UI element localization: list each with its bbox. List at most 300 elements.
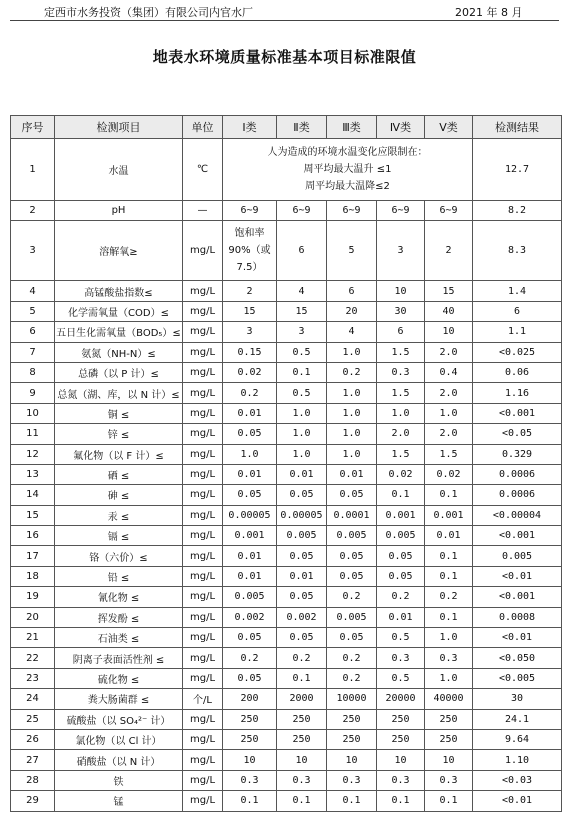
class-3-limit: 1.0 xyxy=(327,342,377,362)
class-1-limit: 0.00005 xyxy=(223,505,277,525)
class-2-limit: 250 xyxy=(277,729,327,749)
class-1-limit: 3 xyxy=(223,322,277,342)
unit-cell: 个/L xyxy=(183,689,223,709)
unit-cell: mg/L xyxy=(183,648,223,668)
limit-note-line: 周平均最大温降≤2 xyxy=(305,181,390,192)
class-2-limit: 0.005 xyxy=(277,526,327,546)
class-2-limit: 0.01 xyxy=(277,566,327,586)
unit-cell: ℃ xyxy=(183,139,223,201)
table-row xyxy=(11,301,562,321)
class-1-limit: 6~9 xyxy=(223,201,277,221)
class-3-limit: 6 xyxy=(327,281,377,301)
class-1-limit: 0.05 xyxy=(223,628,277,648)
table-row xyxy=(11,383,562,403)
row-number: 15 xyxy=(11,505,55,525)
class-5-limit: 0.1 xyxy=(425,546,473,566)
test-item: 水温 xyxy=(55,139,183,201)
class-4-limit: 10 xyxy=(377,750,425,770)
class-5-limit: 2.0 xyxy=(425,342,473,362)
unit-cell: mg/L xyxy=(183,322,223,342)
class-4-limit: 0.5 xyxy=(377,668,425,688)
table-row xyxy=(11,139,562,201)
unit-cell: mg/L xyxy=(183,770,223,790)
class-4-limit: 0.3 xyxy=(377,362,425,382)
table-row xyxy=(11,628,562,648)
test-item: 氯化物（以 Cl 计） xyxy=(55,729,183,749)
class-3-limit: 20 xyxy=(327,301,377,321)
test-result: 1.4 xyxy=(473,281,562,301)
row-number: 5 xyxy=(11,301,55,321)
unit-cell: mg/L xyxy=(183,221,223,281)
test-item: 砷 ≤ xyxy=(55,485,183,505)
column-header: 检测项目 xyxy=(55,116,183,139)
class-1-limit: 0.1 xyxy=(223,791,277,811)
test-result: <0.01 xyxy=(473,566,562,586)
class-5-limit: 0.1 xyxy=(425,566,473,586)
class-5-limit: 10 xyxy=(425,750,473,770)
row-number: 18 xyxy=(11,566,55,586)
test-result: <0.00004 xyxy=(473,505,562,525)
row-number: 6 xyxy=(11,322,55,342)
table-row xyxy=(11,281,562,301)
class-2-limit: 6 xyxy=(277,221,327,281)
class-5-limit: 0.1 xyxy=(425,607,473,627)
test-item: 硫化物 ≤ xyxy=(55,668,183,688)
merged-limit-cell xyxy=(223,139,473,201)
row-number: 4 xyxy=(11,281,55,301)
row-number: 13 xyxy=(11,464,55,484)
table-row xyxy=(11,770,562,790)
page-title: 地表水环境质量标准基本项目标准限值 xyxy=(152,48,417,66)
test-item: pH xyxy=(55,201,183,221)
header-divider xyxy=(10,20,559,21)
organization-name: 定西市水务投资（集团）有限公司内官水厂 xyxy=(44,6,253,19)
class-1-limit: 0.001 xyxy=(223,526,277,546)
class-2-limit: 0.002 xyxy=(277,607,327,627)
class-3-limit: 1.0 xyxy=(327,403,377,423)
class-5-limit: 2 xyxy=(425,221,473,281)
class-4-limit: 1.5 xyxy=(377,444,425,464)
row-number: 25 xyxy=(11,709,55,729)
class-1-limit: 15 xyxy=(223,301,277,321)
class-3-limit: 250 xyxy=(327,729,377,749)
column-header: 序号 xyxy=(11,116,55,139)
class-4-limit: 0.1 xyxy=(377,791,425,811)
unit-cell: mg/L xyxy=(183,526,223,546)
class-2-limit: 1.0 xyxy=(277,424,327,444)
class-1-limit: 0.2 xyxy=(223,383,277,403)
test-item: 硝酸盐（以 N 计） xyxy=(55,750,183,770)
unit-cell: mg/L xyxy=(183,383,223,403)
test-result: 8.2 xyxy=(473,201,562,221)
test-item: 氨氮（NH-N）≤ xyxy=(55,342,183,362)
class-1-limit: 0.3 xyxy=(223,770,277,790)
row-number: 11 xyxy=(11,424,55,444)
class-5-limit: 1.5 xyxy=(425,444,473,464)
test-result: 1.10 xyxy=(473,750,562,770)
row-number: 21 xyxy=(11,628,55,648)
table-row xyxy=(11,648,562,668)
table-row xyxy=(11,505,562,525)
test-item: 硫酸盐（以 SO₄²⁻ 计） xyxy=(55,709,183,729)
class-4-limit: 20000 xyxy=(377,689,425,709)
class-2-limit: 0.5 xyxy=(277,383,327,403)
class-2-limit: 4 xyxy=(277,281,327,301)
test-result: <0.001 xyxy=(473,403,562,423)
class-5-limit: 1.0 xyxy=(425,403,473,423)
test-item: 粪大肠菌群 ≤ xyxy=(55,689,183,709)
page-header xyxy=(0,4,569,20)
class-4-limit: 6 xyxy=(377,322,425,342)
class-1-limit: 0.05 xyxy=(223,424,277,444)
unit-cell: mg/L xyxy=(183,587,223,607)
unit-cell: mg/L xyxy=(183,566,223,586)
class-1-limit: 0.002 xyxy=(223,607,277,627)
table-row xyxy=(11,791,562,811)
class-1-limit: 0.005 xyxy=(223,587,277,607)
class-3-limit: 0.2 xyxy=(327,362,377,382)
unit-cell: mg/L xyxy=(183,342,223,362)
row-number: 24 xyxy=(11,689,55,709)
test-item: 铅 ≤ xyxy=(55,566,183,586)
table-row xyxy=(11,668,562,688)
limit-note-line: 周平均最大温升 ≤1 xyxy=(303,164,392,175)
test-item: 五日生化需氧量（BOD₅）≤ xyxy=(55,322,183,342)
class-1-limit: 0.01 xyxy=(223,566,277,586)
test-item: 氟化物（以 F 计）≤ xyxy=(55,444,183,464)
test-result: 0.005 xyxy=(473,546,562,566)
class-1-limit: 10 xyxy=(223,750,277,770)
class-4-limit: 0.05 xyxy=(377,546,425,566)
class-3-limit: 10 xyxy=(327,750,377,770)
class-2-limit: 3 xyxy=(277,322,327,342)
unit-cell: mg/L xyxy=(183,403,223,423)
class-4-limit: 1.5 xyxy=(377,383,425,403)
test-result: 9.64 xyxy=(473,729,562,749)
table-row xyxy=(11,566,562,586)
row-number: 9 xyxy=(11,383,55,403)
table-body xyxy=(11,139,562,812)
class-2-limit: 0.05 xyxy=(277,546,327,566)
class-4-limit: 3 xyxy=(377,221,425,281)
class-1-limit: 饱和率90%（或7.5） xyxy=(223,221,277,281)
class-1-limit: 250 xyxy=(223,729,277,749)
test-item: 挥发酚 ≤ xyxy=(55,607,183,627)
class-5-limit: 0.01 xyxy=(425,526,473,546)
row-number: 23 xyxy=(11,668,55,688)
class-4-limit: 250 xyxy=(377,709,425,729)
table-row xyxy=(11,221,562,281)
class-4-limit: 0.2 xyxy=(377,587,425,607)
class-3-limit: 6~9 xyxy=(327,201,377,221)
table-row xyxy=(11,362,562,382)
class-4-limit: 0.05 xyxy=(377,566,425,586)
class-3-limit: 250 xyxy=(327,709,377,729)
test-result: 0.0006 xyxy=(473,485,562,505)
class-1-limit: 0.02 xyxy=(223,362,277,382)
test-result: 6 xyxy=(473,301,562,321)
unit-cell: mg/L xyxy=(183,546,223,566)
class-2-limit: 1.0 xyxy=(277,403,327,423)
class-4-limit: 250 xyxy=(377,729,425,749)
class-3-limit: 0.3 xyxy=(327,770,377,790)
table-row xyxy=(11,403,562,423)
class-5-limit: 0.1 xyxy=(425,791,473,811)
unit-cell: mg/L xyxy=(183,444,223,464)
test-result: 0.06 xyxy=(473,362,562,382)
class-2-limit: 0.2 xyxy=(277,648,327,668)
test-result: <0.025 xyxy=(473,342,562,362)
test-result: 8.3 xyxy=(473,221,562,281)
row-number: 27 xyxy=(11,750,55,770)
test-result: <0.005 xyxy=(473,668,562,688)
test-item: 锌 ≤ xyxy=(55,424,183,444)
table-row xyxy=(11,526,562,546)
table-row xyxy=(11,689,562,709)
class-3-limit: 0.2 xyxy=(327,648,377,668)
table-row xyxy=(11,444,562,464)
test-result: <0.050 xyxy=(473,648,562,668)
test-result: 0.0008 xyxy=(473,607,562,627)
table-row xyxy=(11,709,562,729)
test-item: 总磷（以 P 计）≤ xyxy=(55,362,183,382)
class-2-limit: 0.5 xyxy=(277,342,327,362)
unit-cell: mg/L xyxy=(183,301,223,321)
test-result: <0.05 xyxy=(473,424,562,444)
test-item: 硒 ≤ xyxy=(55,464,183,484)
class-5-limit: 10 xyxy=(425,322,473,342)
class-5-limit: 1.0 xyxy=(425,628,473,648)
class-1-limit: 0.2 xyxy=(223,648,277,668)
table-row xyxy=(11,424,562,444)
column-header: Ⅴ类 xyxy=(425,116,473,139)
table-row xyxy=(11,201,562,221)
row-number: 16 xyxy=(11,526,55,546)
class-3-limit: 0.005 xyxy=(327,526,377,546)
class-2-limit: 0.1 xyxy=(277,791,327,811)
class-3-limit: 0.05 xyxy=(327,546,377,566)
class-4-limit: 0.02 xyxy=(377,464,425,484)
class-1-limit: 0.01 xyxy=(223,546,277,566)
table-row xyxy=(11,322,562,342)
class-5-limit: 0.2 xyxy=(425,587,473,607)
row-number: 14 xyxy=(11,485,55,505)
class-2-limit: 6~9 xyxy=(277,201,327,221)
class-4-limit: 0.005 xyxy=(377,526,425,546)
column-header: Ⅰ类 xyxy=(223,116,277,139)
class-2-limit: 0.1 xyxy=(277,362,327,382)
unit-cell: mg/L xyxy=(183,281,223,301)
class-5-limit: 40000 xyxy=(425,689,473,709)
test-result: <0.01 xyxy=(473,628,562,648)
unit-cell: mg/L xyxy=(183,607,223,627)
class-4-limit: 0.5 xyxy=(377,628,425,648)
test-item: 阴离子表面活性剂 ≤ xyxy=(55,648,183,668)
test-result: <0.01 xyxy=(473,791,562,811)
row-number: 10 xyxy=(11,403,55,423)
row-number: 7 xyxy=(11,342,55,362)
class-3-limit: 0.2 xyxy=(327,668,377,688)
unit-cell: mg/L xyxy=(183,709,223,729)
test-item: 溶解氧≥ xyxy=(55,221,183,281)
row-number: 8 xyxy=(11,362,55,382)
class-4-limit: 0.1 xyxy=(377,485,425,505)
class-4-limit: 30 xyxy=(377,301,425,321)
unit-cell: mg/L xyxy=(183,628,223,648)
test-result: 12.7 xyxy=(473,139,562,201)
test-result: 30 xyxy=(473,689,562,709)
test-item: 铬（六价）≤ xyxy=(55,546,183,566)
class-5-limit: 0.3 xyxy=(425,648,473,668)
class-2-limit: 10 xyxy=(277,750,327,770)
class-2-limit: 0.05 xyxy=(277,587,327,607)
row-number: 17 xyxy=(11,546,55,566)
column-header: Ⅱ类 xyxy=(277,116,327,139)
class-3-limit: 0.2 xyxy=(327,587,377,607)
unit-cell: mg/L xyxy=(183,362,223,382)
class-5-limit: 6~9 xyxy=(425,201,473,221)
class-5-limit: 1.0 xyxy=(425,668,473,688)
row-number: 1 xyxy=(11,139,55,201)
unit-cell: mg/L xyxy=(183,485,223,505)
row-number: 20 xyxy=(11,607,55,627)
class-5-limit: 0.001 xyxy=(425,505,473,525)
unit-cell: mg/L xyxy=(183,729,223,749)
test-result: <0.03 xyxy=(473,770,562,790)
test-item: 镉 ≤ xyxy=(55,526,183,546)
unit-cell: mg/L xyxy=(183,750,223,770)
class-1-limit: 0.01 xyxy=(223,464,277,484)
class-4-limit: 0.01 xyxy=(377,607,425,627)
class-1-limit: 0.05 xyxy=(223,485,277,505)
table-row xyxy=(11,342,562,362)
table-row xyxy=(11,546,562,566)
class-4-limit: 1.0 xyxy=(377,403,425,423)
class-2-limit: 15 xyxy=(277,301,327,321)
table-row xyxy=(11,750,562,770)
class-4-limit: 2.0 xyxy=(377,424,425,444)
test-result: 24.1 xyxy=(473,709,562,729)
test-item: 氰化物 ≤ xyxy=(55,587,183,607)
class-5-limit: 250 xyxy=(425,709,473,729)
unit-cell: mg/L xyxy=(183,464,223,484)
row-number: 29 xyxy=(11,791,55,811)
class-1-limit: 1.0 xyxy=(223,444,277,464)
test-result: 1.16 xyxy=(473,383,562,403)
class-5-limit: 15 xyxy=(425,281,473,301)
class-3-limit: 0.005 xyxy=(327,607,377,627)
class-2-limit: 0.05 xyxy=(277,485,327,505)
class-3-limit: 0.1 xyxy=(327,791,377,811)
class-5-limit: 0.3 xyxy=(425,770,473,790)
class-2-limit: 1.0 xyxy=(277,444,327,464)
class-1-limit: 200 xyxy=(223,689,277,709)
table-row xyxy=(11,607,562,627)
test-item: 铜 ≤ xyxy=(55,403,183,423)
row-number: 22 xyxy=(11,648,55,668)
class-5-limit: 250 xyxy=(425,729,473,749)
table-row xyxy=(11,729,562,749)
class-1-limit: 0.01 xyxy=(223,403,277,423)
column-header: 检测结果 xyxy=(473,116,562,139)
test-item: 高锰酸盐指数≤ xyxy=(55,281,183,301)
class-5-limit: 0.02 xyxy=(425,464,473,484)
test-item: 石油类 ≤ xyxy=(55,628,183,648)
column-header: 单位 xyxy=(183,116,223,139)
table-row xyxy=(11,587,562,607)
class-3-limit: 5 xyxy=(327,221,377,281)
class-3-limit: 0.0001 xyxy=(327,505,377,525)
class-4-limit: 1.5 xyxy=(377,342,425,362)
test-item: 汞 ≤ xyxy=(55,505,183,525)
column-header: Ⅲ类 xyxy=(327,116,377,139)
row-number: 28 xyxy=(11,770,55,790)
test-item: 总氮（湖、库，以 N 计）≤ xyxy=(55,383,183,403)
class-2-limit: 0.00005 xyxy=(277,505,327,525)
class-4-limit: 6~9 xyxy=(377,201,425,221)
unit-cell: — xyxy=(183,201,223,221)
class-3-limit: 0.05 xyxy=(327,628,377,648)
row-number: 12 xyxy=(11,444,55,464)
class-2-limit: 0.1 xyxy=(277,668,327,688)
class-1-limit: 0.05 xyxy=(223,668,277,688)
class-2-limit: 0.3 xyxy=(277,770,327,790)
unit-cell: mg/L xyxy=(183,668,223,688)
test-result: <0.001 xyxy=(473,587,562,607)
unit-cell: mg/L xyxy=(183,505,223,525)
column-header: Ⅳ类 xyxy=(377,116,425,139)
unit-cell: mg/L xyxy=(183,424,223,444)
class-3-limit: 0.05 xyxy=(327,566,377,586)
row-number: 3 xyxy=(11,221,55,281)
class-1-limit: 2 xyxy=(223,281,277,301)
class-2-limit: 0.05 xyxy=(277,628,327,648)
test-result: 0.0006 xyxy=(473,464,562,484)
unit-cell: mg/L xyxy=(183,791,223,811)
test-result: <0.001 xyxy=(473,526,562,546)
class-3-limit: 10000 xyxy=(327,689,377,709)
table-row xyxy=(11,485,562,505)
class-5-limit: 0.1 xyxy=(425,485,473,505)
class-1-limit: 0.15 xyxy=(223,342,277,362)
report-date: 2021 年 8 月 xyxy=(455,6,523,19)
class-4-limit: 10 xyxy=(377,281,425,301)
class-5-limit: 0.4 xyxy=(425,362,473,382)
row-number: 2 xyxy=(11,201,55,221)
class-3-limit: 1.0 xyxy=(327,424,377,444)
class-3-limit: 4 xyxy=(327,322,377,342)
class-3-limit: 1.0 xyxy=(327,444,377,464)
standards-table xyxy=(10,115,562,812)
class-3-limit: 0.05 xyxy=(327,485,377,505)
test-item: 铁 xyxy=(55,770,183,790)
class-1-limit: 250 xyxy=(223,709,277,729)
test-item: 锰 xyxy=(55,791,183,811)
class-5-limit: 40 xyxy=(425,301,473,321)
class-2-limit: 2000 xyxy=(277,689,327,709)
class-2-limit: 0.01 xyxy=(277,464,327,484)
class-3-limit: 1.0 xyxy=(327,383,377,403)
class-4-limit: 0.3 xyxy=(377,770,425,790)
test-result: 1.1 xyxy=(473,322,562,342)
table-header-row xyxy=(11,116,562,139)
class-2-limit: 250 xyxy=(277,709,327,729)
class-5-limit: 2.0 xyxy=(425,383,473,403)
table-row xyxy=(11,464,562,484)
test-result: 0.329 xyxy=(473,444,562,464)
class-3-limit: 0.01 xyxy=(327,464,377,484)
limit-note-line: 人为造成的环境水温变化应限制在： xyxy=(267,147,428,158)
